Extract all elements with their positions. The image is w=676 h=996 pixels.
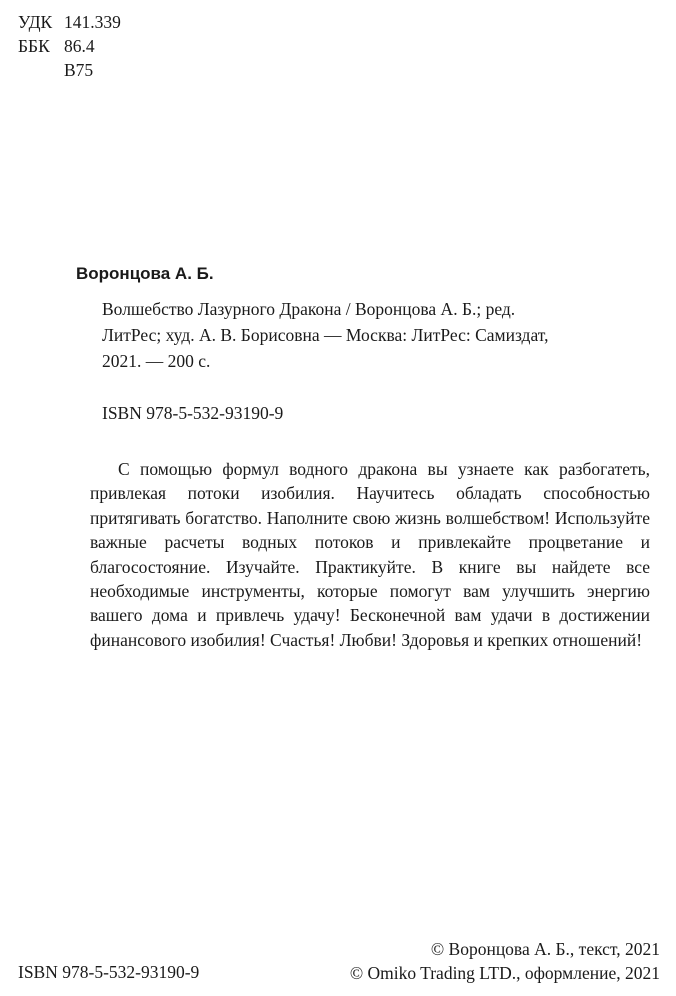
bbk-value: 86.4 xyxy=(64,36,95,56)
copyright-block xyxy=(350,937,660,985)
author-sign: В75 xyxy=(64,60,94,80)
copyright-design: © Omiko Trading LTD., оформление, 2021 xyxy=(349,963,660,983)
copyright-text: © Воронцова А. Б., текст, 2021 xyxy=(430,939,660,959)
author-sign-row xyxy=(18,58,121,82)
biblio-line-1: Волшебство Лазурного Дракона / Воронцова А. Б.; ред. xyxy=(102,299,516,319)
udk-row xyxy=(18,10,121,34)
footer-isbn: ISBN 978-5-532-93190-9 xyxy=(18,962,200,982)
bbk-label: ББК xyxy=(18,36,50,56)
classification-codes xyxy=(18,10,121,82)
bbk-row xyxy=(18,34,121,58)
udk-value: 141.339 xyxy=(64,12,121,32)
annotation: С помощью формул водного дракона вы узнаете как разбогатеть, привлекая потоки изобилия. Научитесь обладать способностью притягивать богатство. Наполните свою жизнь волшебством! Используйте важные расчеты водных потоков и привлекайте процветание и благосостояние. Изучайте. Практикуйте. В книге вы найдете все необходимые инструменты, которые помогут вам улучшить энергию вашего дома и привлечь удачу! Бесконечной вам удачи в достижении финансового изобилия! Счастья! Любви! Здоровья и крепких отношений! xyxy=(90,459,650,650)
bibliographic-description xyxy=(102,297,662,375)
biblio-line-3: 2021. — 200 с. xyxy=(102,351,211,371)
author-sign-spacer xyxy=(18,58,64,82)
udk-label: УДК xyxy=(18,12,53,32)
isbn: ISBN 978-5-532-93190-9 xyxy=(102,403,284,423)
biblio-line-2: ЛитРес; худ. А. В. Борисовна — Москва: ЛитРес: Самиздат, xyxy=(102,325,549,345)
author-heading: Воронцова А. Б. xyxy=(76,264,214,283)
